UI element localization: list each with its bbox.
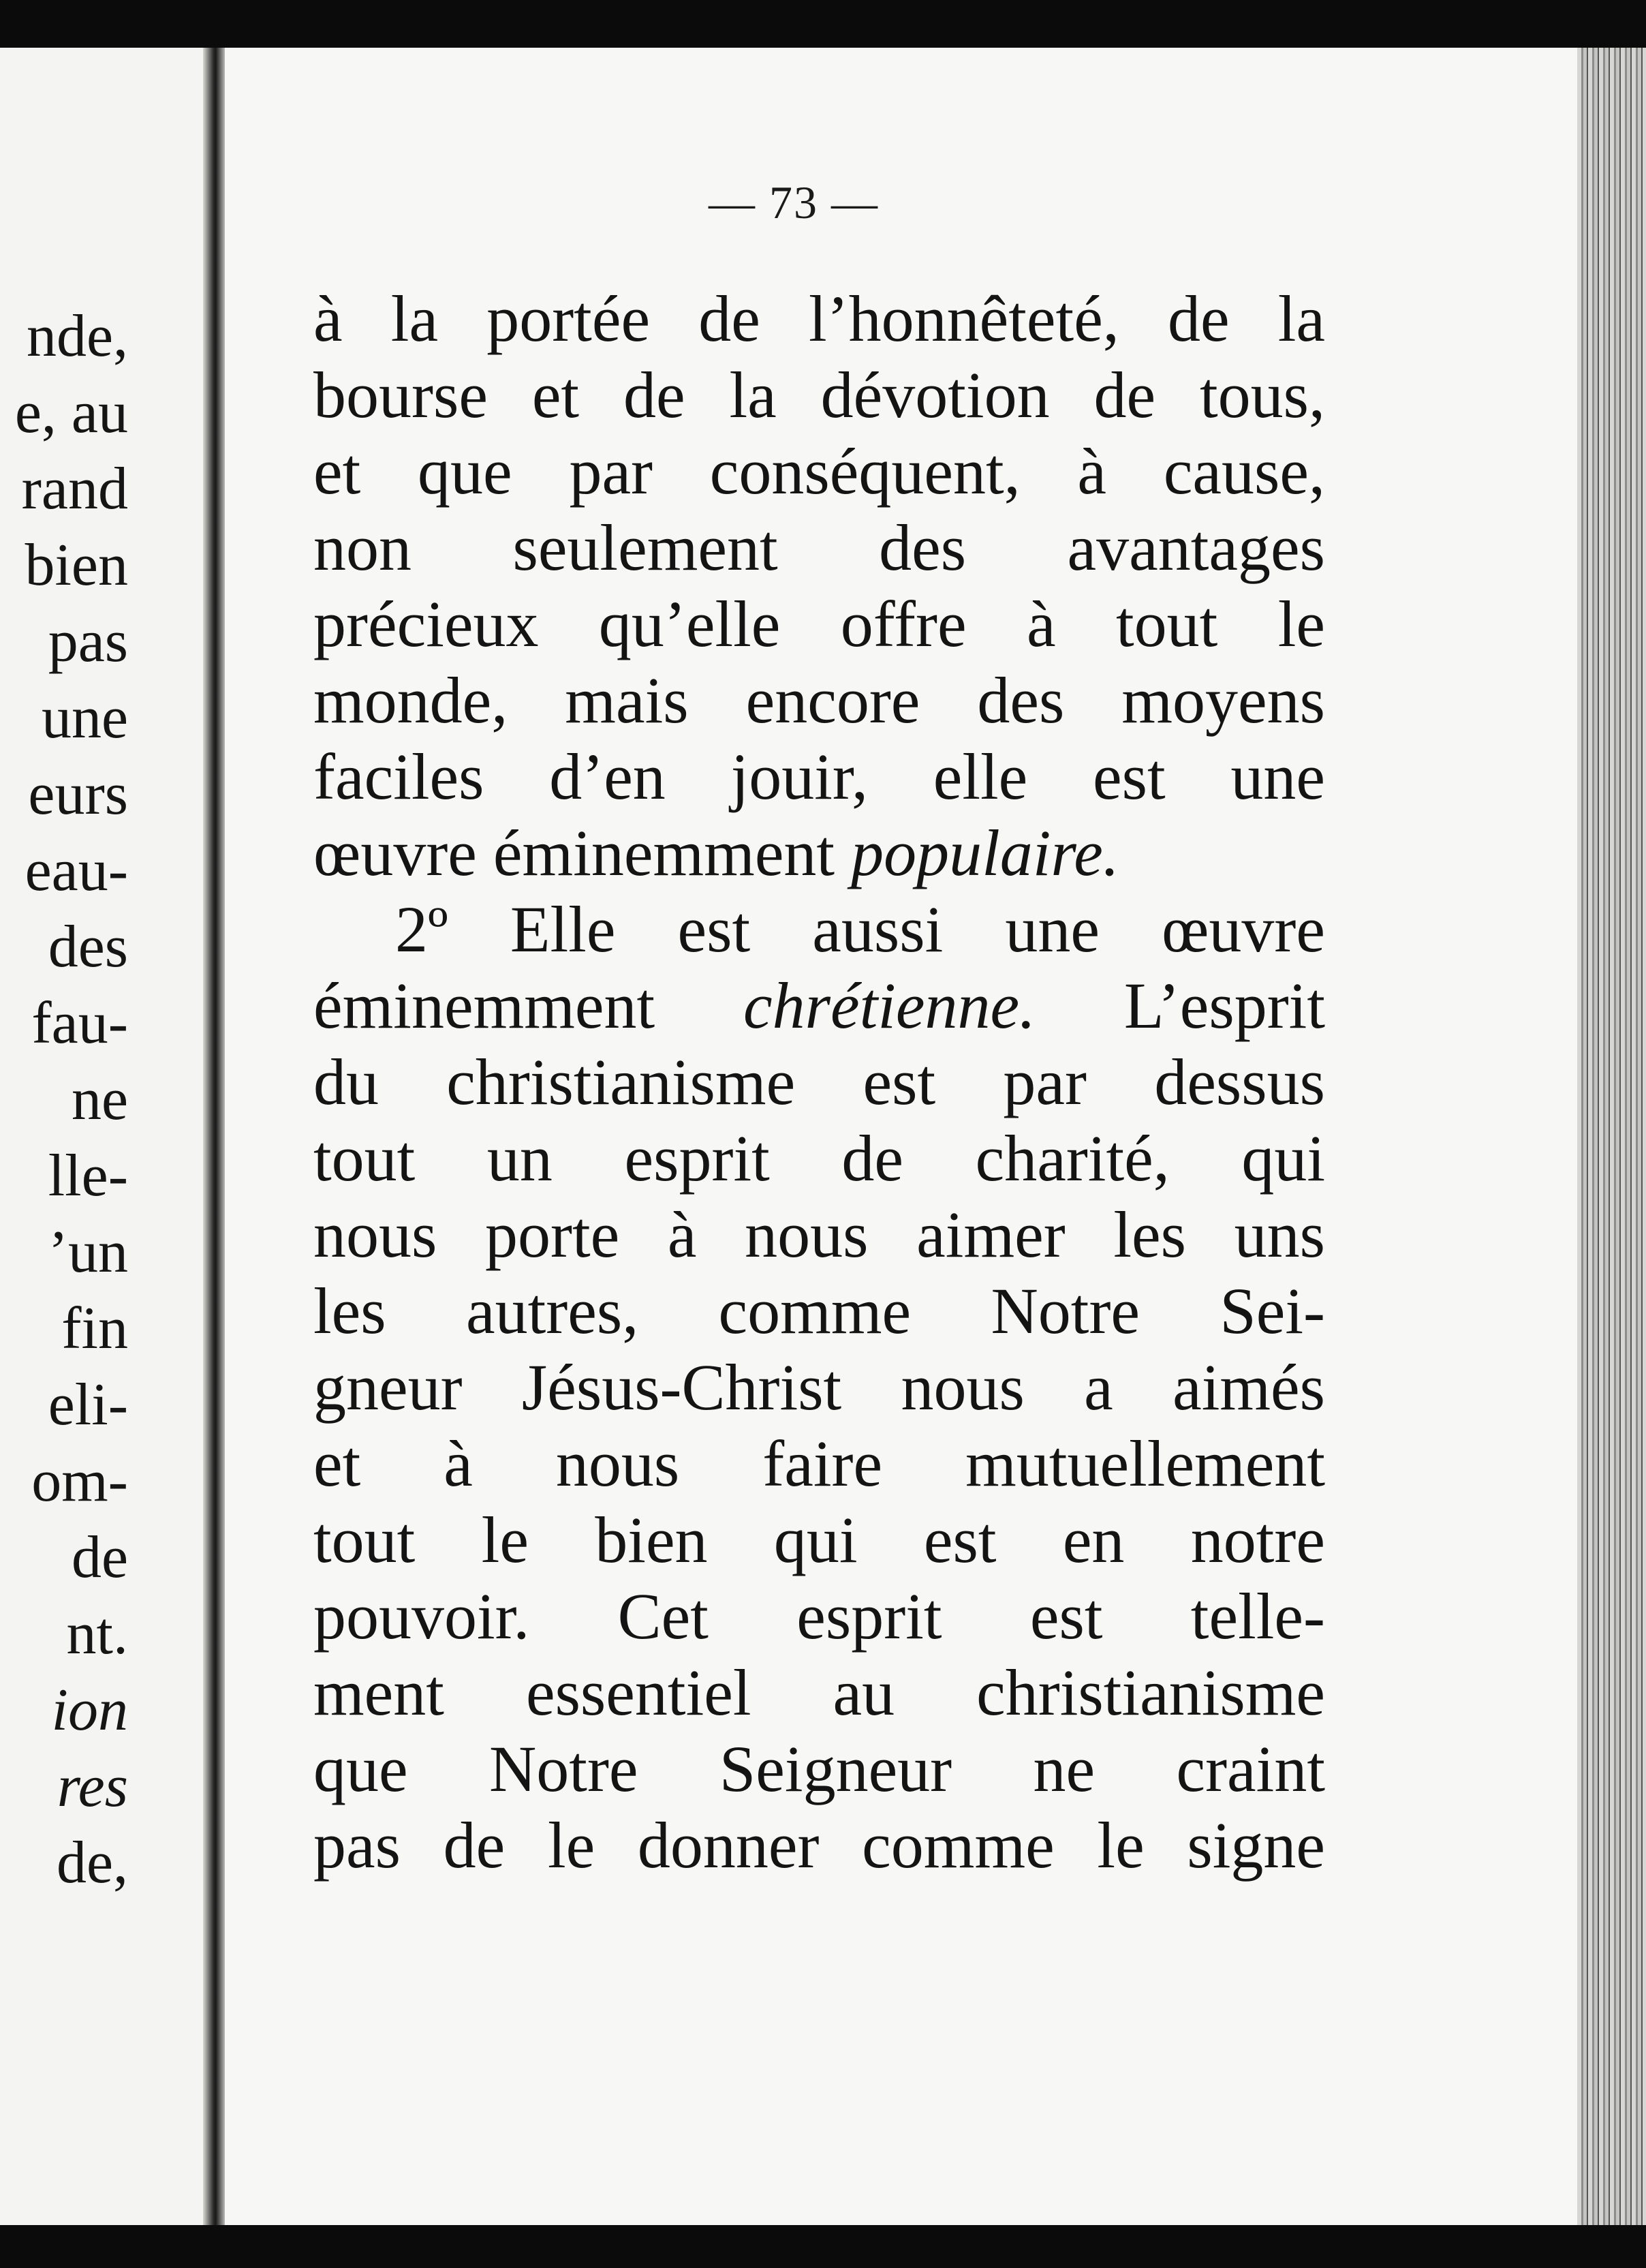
left-page-fragment: bien [25,532,128,598]
italic-emphasis: chrétienne. [743,969,1036,1042]
text-line: faciles d’en jouir, elle est une [313,740,1325,813]
italic-emphasis: populaire. [851,816,1119,889]
left-page-fragment: nde, [26,303,128,369]
left-page-fragment: res [57,1753,128,1820]
left-page-fragment: e, au [14,380,128,446]
left-page-fragment: fau- [31,990,128,1056]
text-line: précieux qu’elle offre à tout le [313,587,1325,660]
text-line: ment essentiel au christianisme [313,1656,1325,1729]
text-line: monde, mais encore des moyens [313,664,1325,737]
text-line: bourse et de la dévotion de tous, [313,358,1325,431]
text-line: tout le bien qui est en notre [313,1503,1325,1576]
text-line: éminemment chrétienne. L’esprit [313,969,1325,1042]
paragraph-start-line: 2º Elle est aussi une œuvre [395,893,1325,966]
left-page-fragment: fin [61,1296,128,1362]
left-page-fragment: om- [31,1448,128,1514]
text-line: œuvre éminemment populaire. [313,816,1119,889]
text-line: à la portée de l’honnêteté, de la [313,282,1325,355]
left-page-fragment: eli- [48,1372,128,1438]
text-line: du christianisme est par dessus [313,1045,1325,1118]
left-page-fragment: de, [56,1830,128,1896]
text-line: pouvoir. Cet esprit est telle- [313,1580,1325,1653]
page-number: — 73 — [709,177,879,228]
left-page-fragment: ion [51,1677,128,1743]
left-page-fragment: ne [71,1067,128,1133]
text-line: et que par conséquent, à cause, [313,435,1325,508]
text-line: les autres, comme Notre Sei- [313,1274,1325,1347]
left-page-fragment: ’un [48,1219,128,1285]
left-page-fragment: de [71,1524,128,1591]
text-line: tout un esprit de charité, qui [313,1122,1325,1195]
left-page-fragment: pas [48,609,128,675]
page-edges [1577,48,1646,2225]
text-line: gneur Jésus-Christ nous a aimés [313,1351,1325,1424]
book-gutter [203,48,226,2225]
left-page-fragment: des [48,914,128,980]
text-line: nous porte à nous aimer les uns [313,1198,1325,1271]
left-page [0,48,217,2225]
left-page-fragment: eau- [25,838,128,904]
text-line: non seulement des avantages [313,511,1325,584]
left-page-fragment: nt. [66,1601,128,1667]
scan-background-bottom [0,2225,1646,2268]
left-page-fragment: rand [21,456,128,522]
left-page-fragment: lle- [48,1143,128,1209]
scan-background-top [0,0,1646,48]
text-line: pas de le donner comme le signe [313,1809,1325,1882]
text-line: et à nous faire mutuellement [313,1427,1325,1500]
text-line: que Notre Seigneur ne craint [313,1732,1325,1805]
left-page-fragment: eurs [28,761,128,827]
left-page-fragment: une [41,685,128,751]
